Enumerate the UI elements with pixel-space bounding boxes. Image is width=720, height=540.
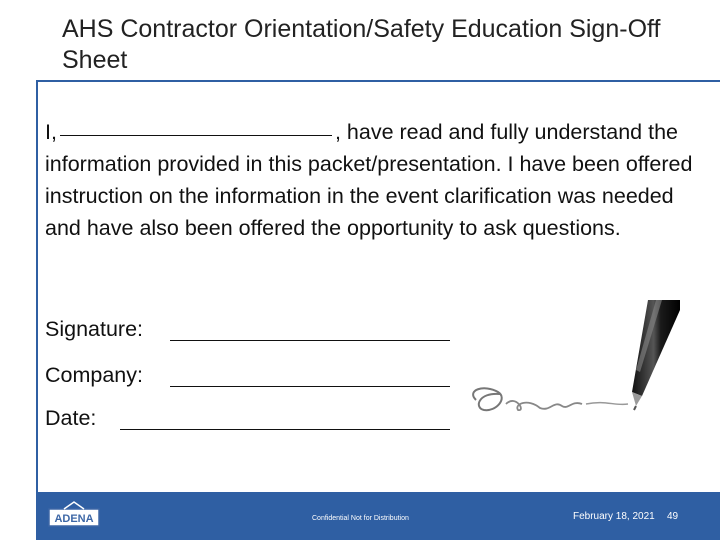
pen-signing-icon xyxy=(456,300,680,426)
statement-prefix: I, xyxy=(45,120,57,144)
page-number: 49 xyxy=(667,511,679,522)
date-label: Date: xyxy=(45,406,97,430)
name-blank-line xyxy=(60,135,332,136)
company-blank-line xyxy=(170,386,450,387)
logo-text: ADENA xyxy=(54,513,94,525)
confidential-notice: Confidential Not for Distribution xyxy=(312,515,409,522)
footer-date: February 18, 2021 xyxy=(573,511,655,522)
adena-logo xyxy=(48,500,100,530)
company-label: Company: xyxy=(45,363,143,387)
slide-title: AHS Contractor Orientation/Safety Education Sign-Off Sheet xyxy=(62,15,661,74)
date-blank-line xyxy=(120,429,450,430)
statement-suffix: , have read and fully understand the information provided in this packet/presentation. I have been offered instruction on the information in the event clarification was needed and have also been offered the opportunity to ask questions. xyxy=(45,120,693,240)
acknowledgement-statement xyxy=(45,116,695,244)
signature-blank-line xyxy=(170,340,450,341)
signature-label: Signature: xyxy=(45,317,144,341)
